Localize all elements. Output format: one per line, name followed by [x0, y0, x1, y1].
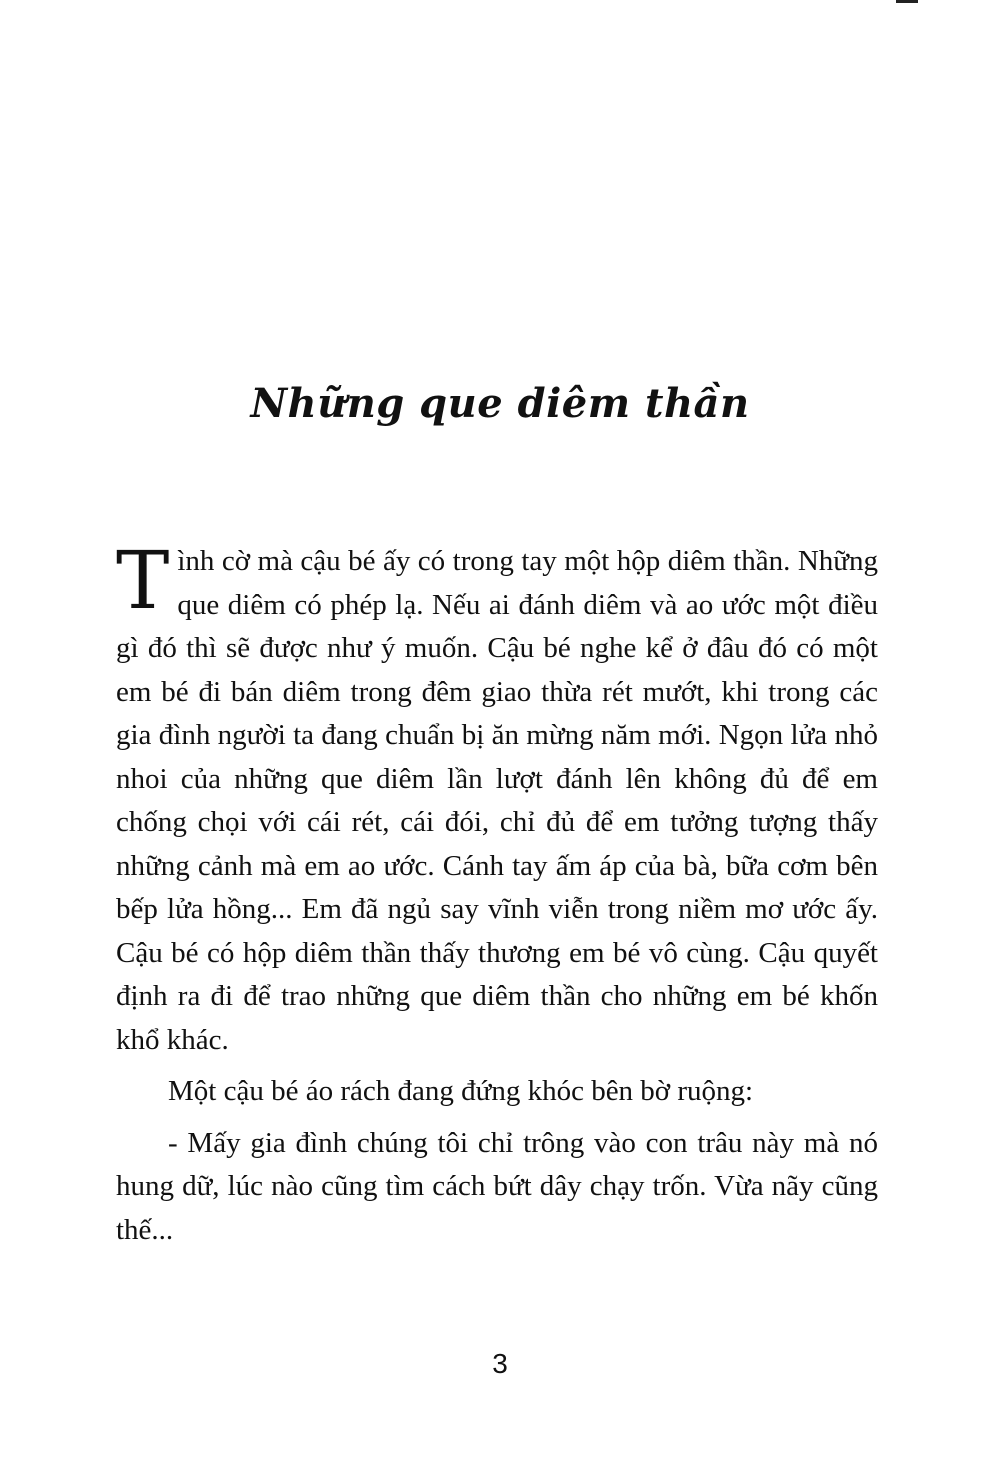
paragraph-narration: Một cậu bé áo rách đang đứng khóc bên bờ ruộng:	[168, 1075, 754, 1107]
paragraph-opening-text: ình cờ mà cậu bé ấy có trong tay một hộp diêm thần. Những que diêm có phép lạ. Nếu ai đánh diêm và ao ước một điều gì đó thì sẽ được như ý muốn. Cậu bé nghe kể ở đâu đó có một em bé đi bán diêm trong đêm giao thừa rét mướt, khi trong các gia đình người ta đang chuẩn bị ăn mừng năm mới. Ngọn lửa nhỏ nhoi của những que diêm lần lượt đánh lên không đủ để em chống chọi với cái rét, cái đói, chỉ đủ để em tưởng tượng thấy những cảnh mà em ao ước. Cánh tay ấm áp của bà, bữa cơm bên bếp lửa hồng... Em đã ngủ say vĩnh viễn trong niềm mơ ước ấy. Cậu bé có hộp diêm thần thấy thương em bé vô cùng. Cậu quyết định ra đi để trao những que diêm thần cho những em bé khốn khổ khác.	[116, 545, 878, 1056]
page-number: 3	[492, 1348, 508, 1379]
chapter-title: Những que diêm thần	[250, 380, 750, 427]
page-edge-mark	[896, 0, 918, 3]
paragraph-opening	[116, 534, 878, 1062]
drop-cap-letter: T	[116, 534, 170, 627]
paragraph-dialogue: - Mấy gia đình chúng tôi chỉ trông vào con trâu này mà nó hung dữ, lúc nào cũng tìm cách bứt dây chạy trốn. Vừa nãy cũng thế...	[116, 1126, 878, 1246]
story-body	[116, 534, 878, 1252]
